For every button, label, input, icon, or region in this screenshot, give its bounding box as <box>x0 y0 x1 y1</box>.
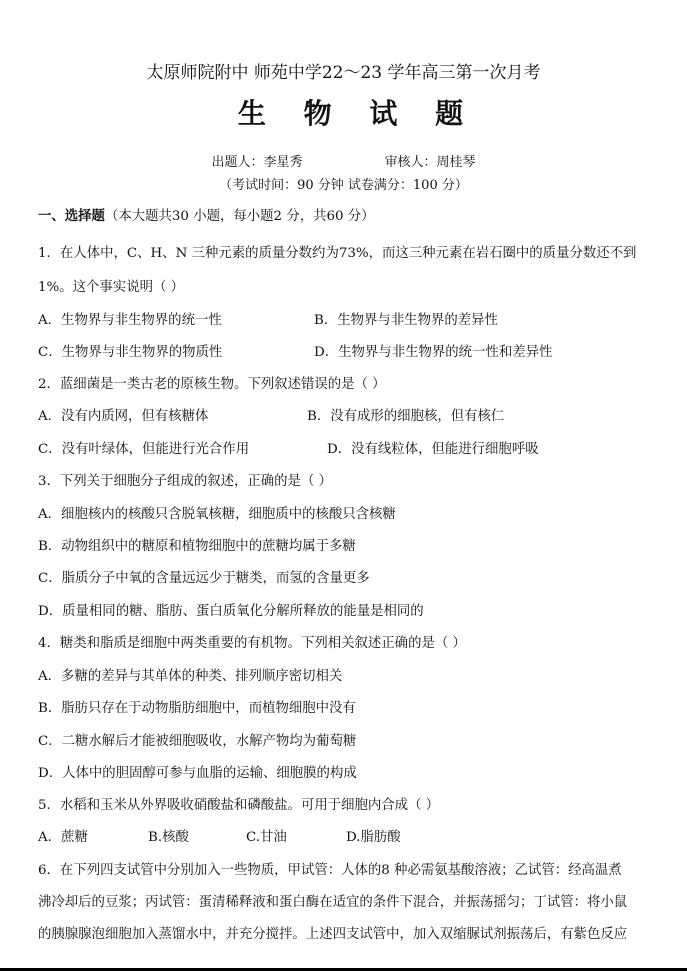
question-3-option-a: A．细胞核内的核酸只含脱氧核糖，细胞质中的核酸只含核糖 <box>38 507 396 522</box>
section-heading <box>38 205 375 224</box>
question-5-option-c: C.甘油 <box>246 830 287 845</box>
question-4-option-b: B．脂肪只存在于动物脂肪细胞中，而植物细胞中没有 <box>38 701 356 716</box>
author-label: 出题人：李星秀 <box>211 155 303 170</box>
question-1-option-c: C．生物界与非生物界的物质性 <box>38 345 223 360</box>
question-5-option-a: A．蔗糖 <box>38 830 88 845</box>
question-4-option-a: A．多糖的差异与其单体的种类、排列顺序密切相关 <box>38 669 343 684</box>
question-1-option-a: A．生物界与非生物界的统一性 <box>38 313 222 328</box>
question-2-option-b: B．没有成形的细胞核，但有核仁 <box>307 409 505 424</box>
question-3-stem: 3．下列关于细胞分子组成的叙述，正确的是（ ） <box>38 474 332 489</box>
exam-info: （考试时间：90 分钟 试卷满分：100 分） <box>219 178 468 193</box>
question-1-stem-line-2: 1%。这个事实说明（ ） <box>38 280 185 295</box>
school-exam-line: 太原师院附中 师苑中学22～23 学年高三第一次月考 <box>146 63 541 83</box>
question-2-stem: 2．蓝细菌是一类古老的原核生物。下列叙述错误的是（ ） <box>38 377 386 392</box>
page-title: 生 物 试 题 <box>237 97 478 130</box>
question-3-option-c: C．脂质分子中氧的含量远远少于糖类，而氢的含量更多 <box>38 571 370 586</box>
question-4-option-d: D．人体中的胆固醇可参与血脂的运输、细胞膜的构成 <box>38 766 357 781</box>
question-1-stem-line-1: 1．在人体中，C、H、N 三种元素的质量分数约为73%，而这三种元素在岩石圈中的质量分数还不到 <box>38 246 637 261</box>
question-5-option-d: D.脂肪酸 <box>346 830 401 845</box>
question-5-stem: 5．水稻和玉米从外界吸收硝酸盐和磷酸盐。可用于细胞内合成（ ） <box>38 798 440 813</box>
question-2-option-c: C．没有叶绿体，但能进行光合作用 <box>38 442 250 457</box>
question-5-option-b: B.核酸 <box>148 830 189 845</box>
question-2-option-a: A．没有内质网，但有核糖体 <box>38 409 209 424</box>
authors-line <box>0 151 687 170</box>
question-6-line-3: 的胰腺腺泡细胞加入蒸馏水中，并充分搅拌。上述四支试管中，加入双缩脲试剂振荡后，有紫色反应 <box>38 927 628 942</box>
question-6-line-1: 6．在下列四支试管中分别加入一些物质，甲试管：人体的8 种必需氨基酸溶液；乙试管：经高温煮 <box>38 863 622 878</box>
question-4-stem: 4．糖类和脂质是细胞中两类重要的有机物。下列相关叙述正确的是（ ） <box>38 636 466 651</box>
reviewer-label: 审核人：周桂琴 <box>384 155 476 170</box>
section-note: （本大题共30 小题，每小题2 分，共60 分） <box>104 209 375 224</box>
question-1-option-b: B．生物界与非生物界的差异性 <box>314 313 498 328</box>
section-label: 一、选择题 <box>38 208 105 224</box>
question-3-option-b: B．动物组织中的糖原和植物细胞中的蔗糖均属于多糖 <box>38 539 356 554</box>
question-1-option-d: D．生物界与非生物界的统一性和差异性 <box>314 345 553 360</box>
question-4-option-c: C．二糖水解后才能被细胞吸收，水解产物均为葡萄糖 <box>38 734 357 749</box>
question-3-option-d: D．质量相同的糖、脂肪、蛋白质氧化分解所释放的能量是相同的 <box>38 604 424 619</box>
question-2-option-d: D．没有线粒体，但能进行细胞呼吸 <box>327 442 539 457</box>
question-6-line-2: 沸冷却后的豆浆；丙试管：蛋清稀释液和蛋白酶在适宜的条件下混合，并振荡摇匀；丁试管：将小鼠 <box>38 895 628 910</box>
